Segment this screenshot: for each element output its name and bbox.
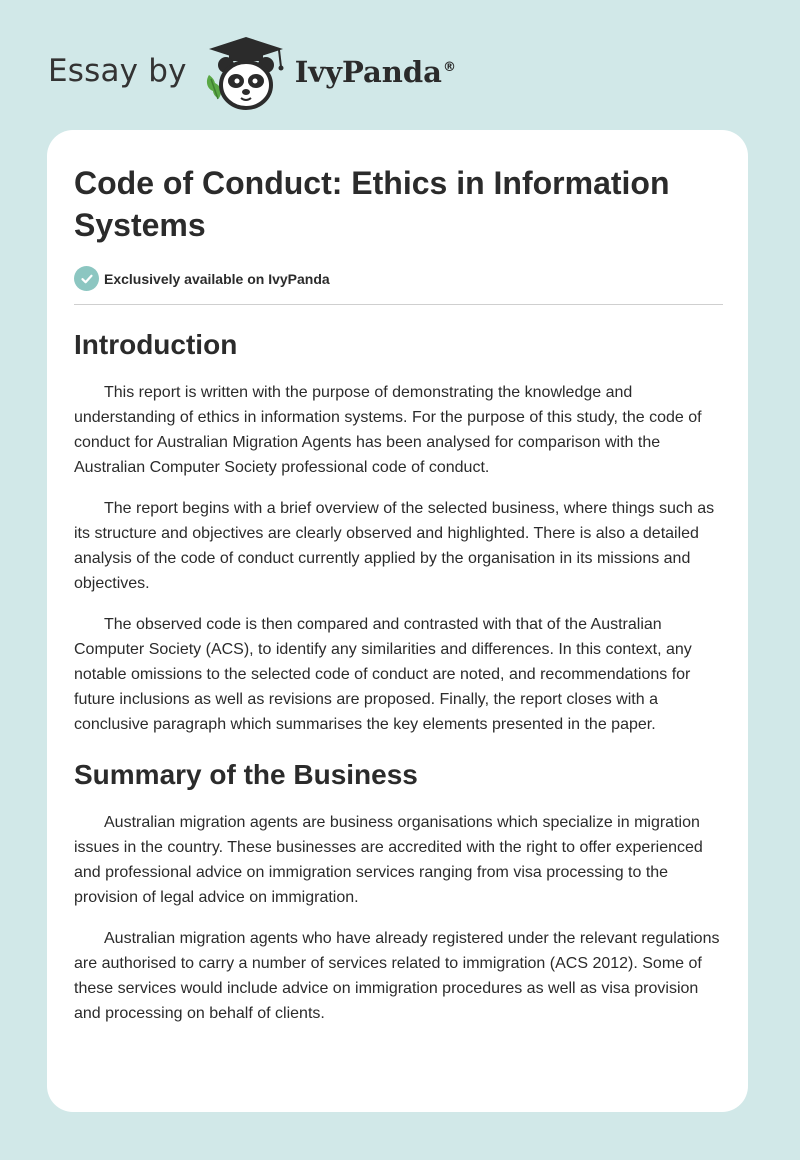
brand-header (48, 34, 456, 114)
paragraph: The report begins with a brief overview of the selected business, where things such as its structure and objectives are clearly observed and highlighted. There is also a detailed analysis of the code of conduct currently applied by the organisation in its missions and objectives. (74, 500, 715, 592)
paragraph: Australian migration agents who have already registered under the relevant regulations are authorised to carry a number of services related to immigration (ACS 2012). Some of these services would include advice on immigration procedures as well as visa provision and processing on behalf of clients. (74, 930, 720, 1022)
exclusive-badge-text: Exclusively available on IvyPanda (104, 270, 330, 287)
registered-mark: ® (442, 60, 456, 76)
section-heading: Summary of the Business (74, 759, 418, 790)
section-summary-of-business (74, 758, 723, 1026)
essay-by-label: Essay by (48, 53, 187, 89)
panda-graduate-logo-icon[interactable] (201, 35, 291, 113)
paragraph: Australian migration agents are business organisations which specialize in migration issues in the country. These businesses are accredited with the right to offer experienced and professional advice on immigration services ranging from visa processing to the provision of legal advice on immigration. (74, 814, 703, 906)
paragraph: This report is written with the purpose of demonstrating the knowledge and understanding of ethics in information systems. For the purpose of this study, the code of conduct for Australian Migration Agents has been analysed for comparison with the Australian Computer Society professional code of conduct. (74, 384, 702, 476)
essay-card (47, 130, 748, 1112)
exclusive-badge (74, 266, 723, 291)
ivypanda-wordmark[interactable]: IvyPanda® (294, 55, 456, 89)
section-heading: Introduction (74, 329, 238, 360)
paragraph: The observed code is then compared and contrasted with that of the Australian Computer Society (ACS), to identify any similarities and differences. In this context, any notable omissions to the selected code of conduct are noted, and recommendations for future inclusions as well as revisions are proposed. Finally, the report closes with a conclusive paragraph which summarises the key elements presented in the paper. (74, 616, 692, 733)
divider (74, 304, 723, 305)
check-circle-icon (74, 266, 99, 291)
essay-content (74, 162, 723, 1026)
section-introduction (74, 328, 723, 737)
page-title: Code of Conduct: Ethics in Information Systems (74, 165, 670, 243)
